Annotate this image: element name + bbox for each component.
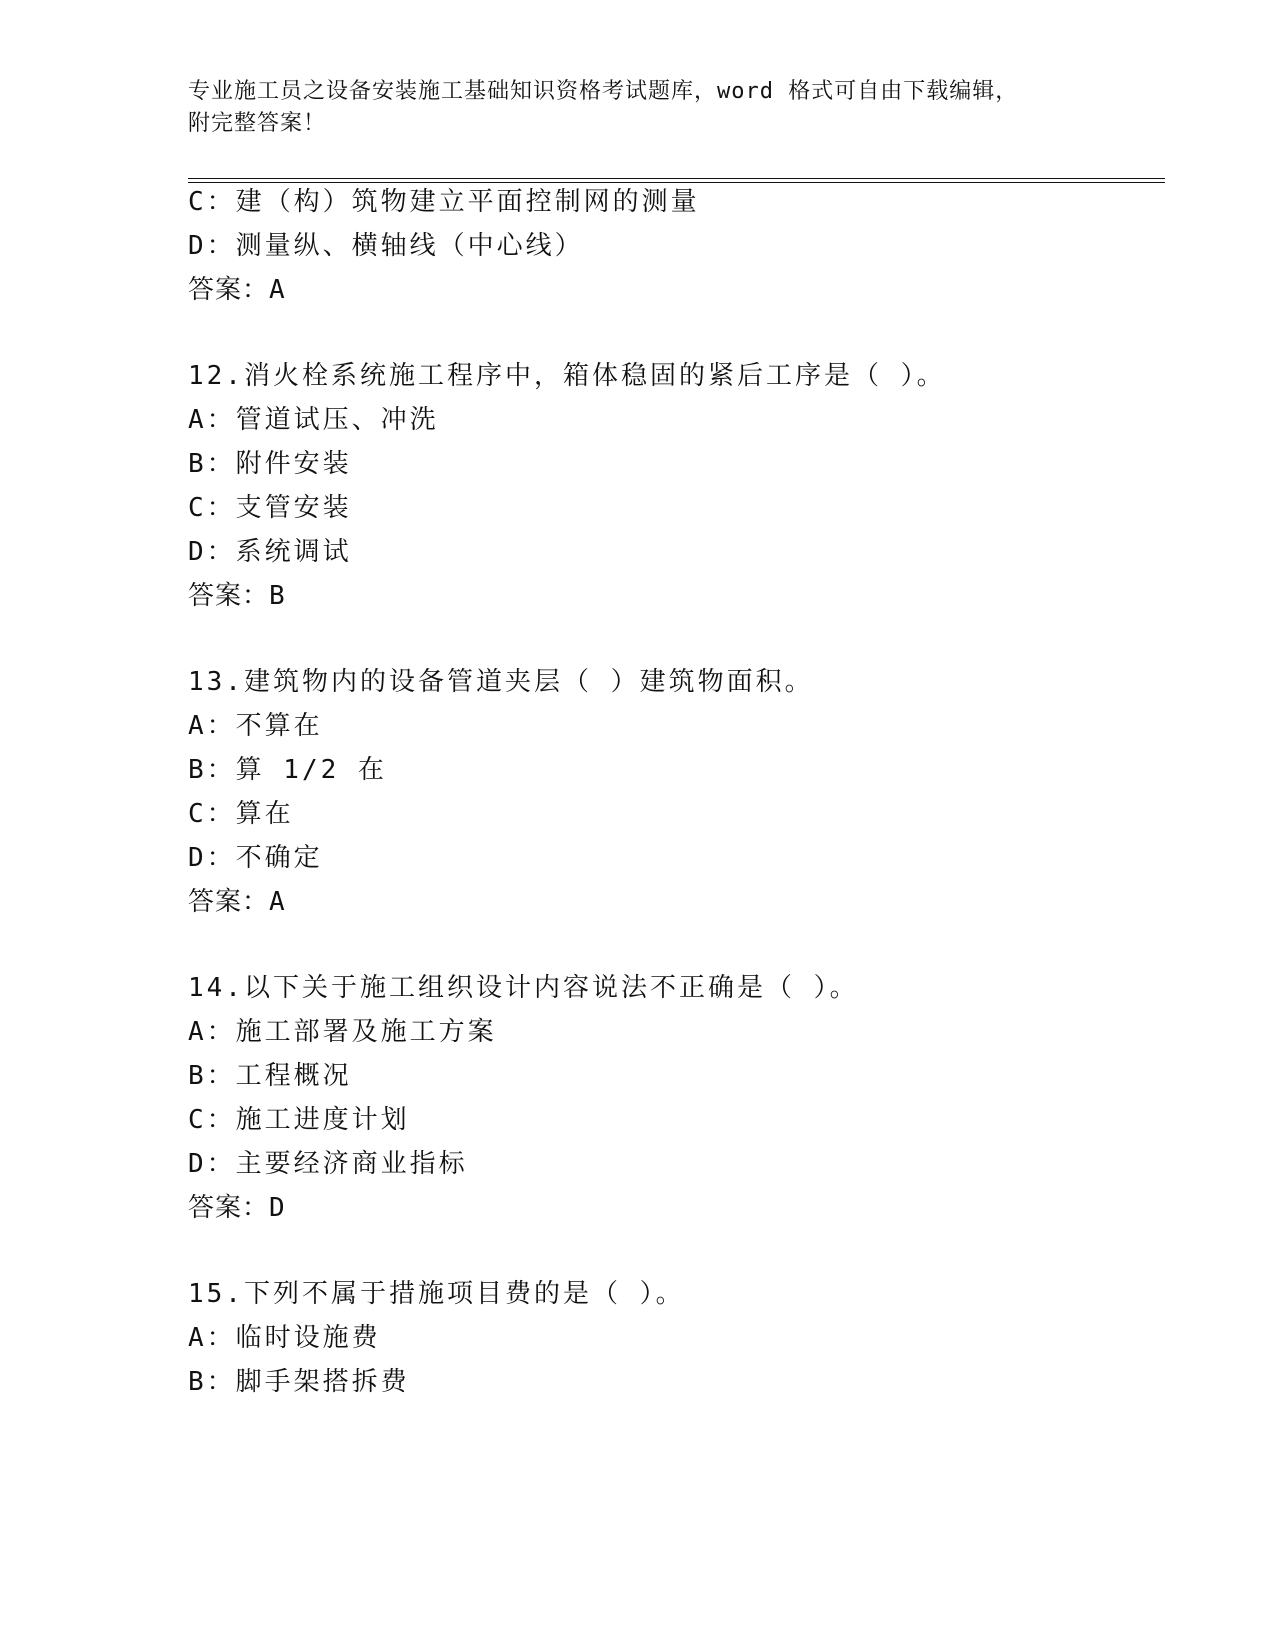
q12-option-a: A：管道试压、冲洗: [188, 405, 439, 435]
q12-question: 12.消火栓系统施工程序中，箱体稳固的紧后工序是（ ）。: [188, 361, 946, 391]
q13-option-c: C：算在: [188, 799, 294, 829]
q15-option-b: B：脚手架搭拆费: [188, 1367, 410, 1397]
q14-option-d: D：主要经济商业指标: [188, 1149, 468, 1179]
header-line-1: 专业施工员之设备安装施工基础知识资格考试题库，word 格式可自由下载编辑，: [188, 79, 1019, 104]
q11-answer: 答案：A: [188, 275, 286, 305]
q12-option-c: C：支管安装: [188, 493, 352, 523]
q15-option-a: A：临时设施费: [188, 1323, 381, 1353]
header-line-2: 附完整答案！: [188, 111, 327, 136]
q12-answer: 答案：B: [188, 581, 286, 611]
header-double-rule: [188, 178, 1165, 183]
q13-option-b: B：算 1/2 在: [188, 755, 387, 785]
q12-option-b: B：附件安装: [188, 449, 352, 479]
q13-answer: 答案：A: [188, 887, 286, 917]
q14-option-b: B：工程概况: [188, 1061, 352, 1091]
q13-option-d: D：不确定: [188, 843, 323, 873]
q15-question: 15.下列不属于措施项目费的是（ ）。: [188, 1279, 685, 1309]
q11-option-d: D：测量纵、横轴线（中心线）: [188, 231, 584, 261]
q13-question: 13.建筑物内的设备管道夹层（ ）建筑物面积。: [188, 667, 814, 697]
q11-option-c: C：建（构）筑物建立平面控制网的测量: [188, 187, 700, 217]
q12-option-d: D：系统调试: [188, 537, 352, 567]
q14-option-a: A：施工部署及施工方案: [188, 1017, 497, 1047]
q14-answer: 答案：D: [188, 1193, 286, 1223]
q14-question: 14.以下关于施工组织设计内容说法不正确是（ ）。: [188, 973, 859, 1003]
document-header: [188, 76, 1108, 140]
q14-option-c: C：施工进度计划: [188, 1105, 410, 1135]
q13-option-a: A：不算在: [188, 711, 323, 741]
